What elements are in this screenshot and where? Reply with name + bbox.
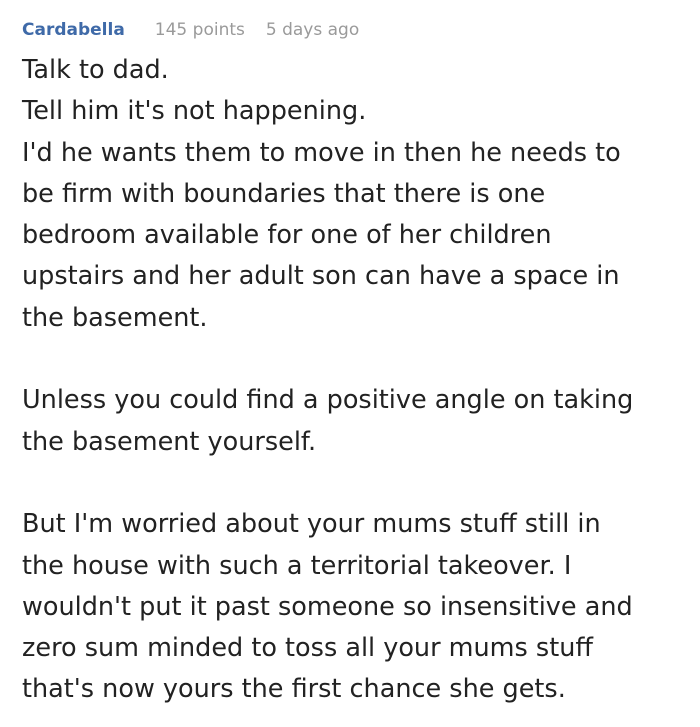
comment-paragraph-2 <box>22 380 682 463</box>
comment-line: the basement. <box>22 302 208 333</box>
comment-meta <box>22 18 359 42</box>
comment-line: I'd he wants them to move in then he needs to <box>22 137 621 168</box>
comment-line: Talk to dad. <box>22 55 169 85</box>
comment-timestamp[interactable]: 5 days ago <box>265 20 360 40</box>
comment-line: Unless you could find a positive angle on taking <box>22 385 634 416</box>
comment-paragraph-3 <box>22 504 682 710</box>
comment-line: be firm with boundaries that there is one <box>22 178 546 209</box>
comment-line: wouldn't put it past someone so insensitive and <box>22 591 633 622</box>
comment-points: 145 points <box>154 20 245 40</box>
comment-line: bedroom available for one of her children <box>22 220 552 251</box>
comment-paragraph-1 <box>22 50 682 339</box>
comment-line: upstairs and her adult son can have a space in <box>22 261 620 292</box>
comment-line: zero sum minded to toss all your mums stuff <box>22 633 593 664</box>
comment-line: Tell him it's not happening. <box>22 96 367 127</box>
comment-line: But I'm worried about your mums stuff still in <box>22 509 601 540</box>
comment-body <box>22 50 682 711</box>
comment-author-link[interactable]: Cardabella <box>22 20 125 40</box>
comment-line: the basement yourself. <box>22 426 317 457</box>
comment-line: the house with such a territorial takeover. I <box>22 550 572 581</box>
comment-line: that's now yours the first chance she gets. <box>22 674 566 705</box>
